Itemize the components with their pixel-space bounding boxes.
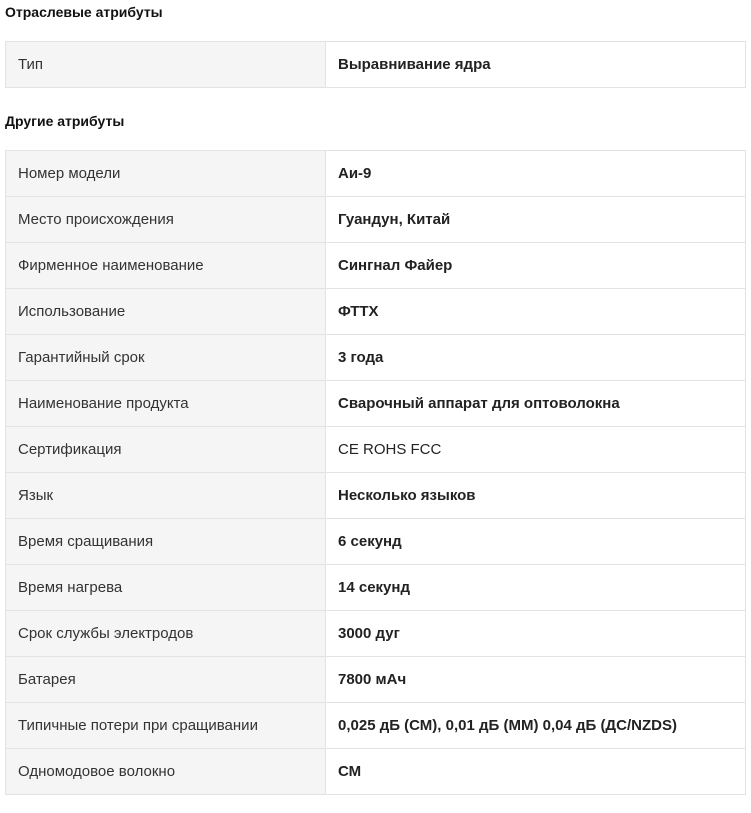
table-row <box>6 289 746 335</box>
table-row <box>6 335 746 381</box>
attribute-value: 0,025 дБ (СМ), 0,01 дБ (ММ) 0,04 дБ (ДС/NZDS) <box>326 703 746 749</box>
attribute-value: Аи-9 <box>326 151 746 197</box>
attribute-key: Одномодовое волокно <box>6 749 326 795</box>
attribute-key: Использование <box>6 289 326 335</box>
attribute-key: Место происхождения <box>6 197 326 243</box>
attribute-value: СМ <box>326 749 746 795</box>
attribute-key: Фирменное наименование <box>6 243 326 289</box>
table-row <box>6 749 746 795</box>
table-row <box>6 657 746 703</box>
attribute-key: Батарея <box>6 657 326 703</box>
attribute-key: Наименование продукта <box>6 381 326 427</box>
industry-attributes-table <box>5 41 746 88</box>
table-row <box>6 197 746 243</box>
table-row <box>6 703 746 749</box>
attribute-value: Выравнивание ядра <box>326 42 746 88</box>
table-row <box>6 565 746 611</box>
attribute-key: Гарантийный срок <box>6 335 326 381</box>
table-row <box>6 243 746 289</box>
table-row <box>6 381 746 427</box>
attribute-value: 6 секунд <box>326 519 746 565</box>
table-row <box>6 42 746 88</box>
industry-attributes-title: Отраслевые атрибуты <box>5 4 163 20</box>
attribute-value: Сварочный аппарат для оптоволокна <box>326 381 746 427</box>
table-row <box>6 611 746 657</box>
attribute-value: 7800 мАч <box>326 657 746 703</box>
attribute-value: 14 секунд <box>326 565 746 611</box>
table-row <box>6 519 746 565</box>
attribute-key: Тип <box>6 42 326 88</box>
attribute-key: Типичные потери при сращивании <box>6 703 326 749</box>
attribute-value: 3000 дуг <box>326 611 746 657</box>
attribute-key: Срок службы электродов <box>6 611 326 657</box>
attribute-value: ФТТХ <box>326 289 746 335</box>
other-attributes-table <box>5 150 746 795</box>
attribute-value: CE ROHS FCC <box>326 427 746 473</box>
attribute-value: Гуандун, Китай <box>326 197 746 243</box>
table-row <box>6 473 746 519</box>
table-row <box>6 151 746 197</box>
attribute-value: Сингнал Файер <box>326 243 746 289</box>
other-attributes-title: Другие атрибуты <box>5 113 125 129</box>
attribute-key: Время сращивания <box>6 519 326 565</box>
attribute-key: Сертификация <box>6 427 326 473</box>
attribute-key: Номер модели <box>6 151 326 197</box>
attribute-key: Время нагрева <box>6 565 326 611</box>
attribute-value: Несколько языков <box>326 473 746 519</box>
attribute-key: Язык <box>6 473 326 519</box>
table-row <box>6 427 746 473</box>
attribute-value: 3 года <box>326 335 746 381</box>
